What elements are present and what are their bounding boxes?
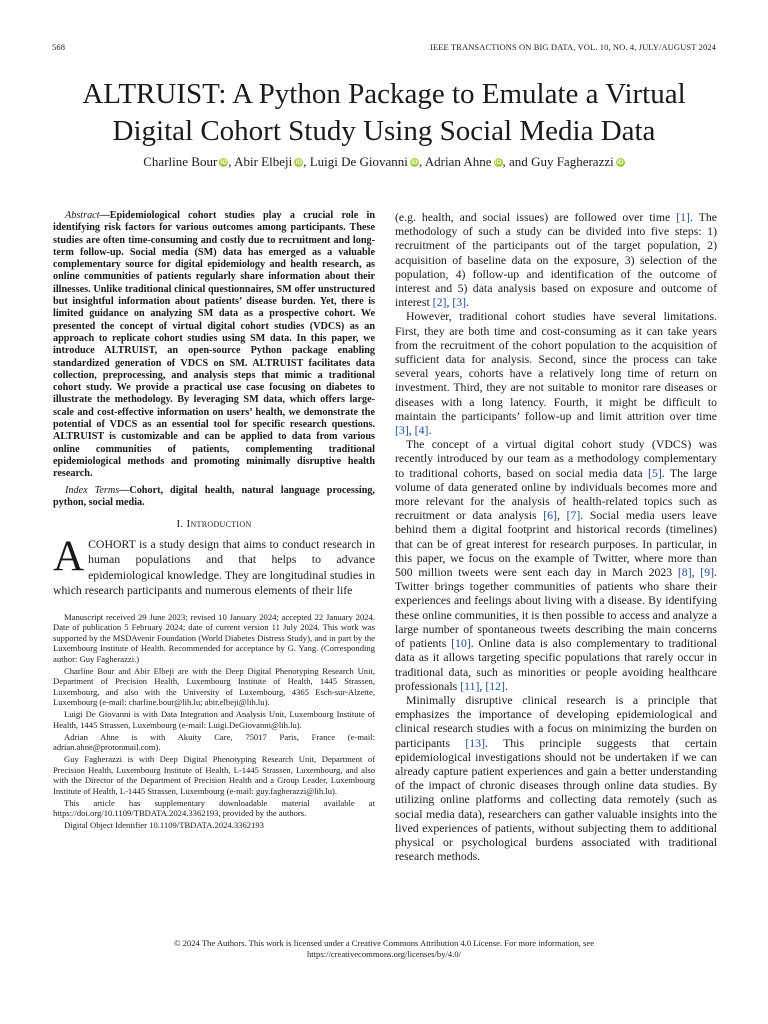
footnote: This article has supplementary downloadable material available at https://doi.org/10.1109/TBDATA.2024.3362193, provided by the authors. [53,797,375,819]
journal-header: IEEE TRANSACTIONS ON BIG DATA, VOL. 10, NO. 4, JULY/AUGUST 2024 [430,42,716,52]
body-paragraph: However, traditional cohort studies have several limitations. First, they are both time and cost-consuming as it can take years from the recruitment of the cohort population to the acquisition of sufficient data for analysis. Second, since the process can take several years, cohorts have a relatively long time of return on investment. Third, they are not suitable to monitor rare diseases or diseases with a long latency. Fourth, it might be difficult to maintain the participants’ follow-up and limit attrition over time [3], [4]. [395,309,717,438]
citation-link[interactable]: [12] [485,678,505,693]
intro-paragraph [53,533,375,598]
license-notice [40,938,728,960]
citation-link[interactable]: [8] [677,565,692,580]
left-column [53,210,375,832]
citation-link[interactable]: [10] [451,636,471,651]
orcid-icon[interactable]: iD [295,159,302,166]
body-text: (e.g. health, and social issues) are followed over time [395,210,677,224]
footnote: Adrian Ahne is with Akuity Care, 75017 Paris, France (e-mail: adrian.ahne@protonmail.com). [53,731,375,753]
body-text: . The large volume of data generated online by individuals becomes more and more relevant for the analysis of health-related topics such as recruitment or data analysis [395,465,717,523]
author-separator: , [418,154,425,169]
citation-link[interactable]: [3] [395,423,409,438]
page-number: 568 [52,42,66,52]
footnote: Charline Bour and Abir Elbeji are with the Deep Digital Phenotyping Research Unit, Department of Precision Health, Luxembourg Institute of Health, 1445 Strassen, Luxembourg, and also with the University of Luxembourg, 4365 Esch-sur-Alzette, Luxembourg (e-mail: charline.bour@lih.lu; abir.elbeji@lih.lu). [53,665,375,708]
footnote: Digital Object Identifier 10.1109/TBDATA.2024.3362193 [64,820,264,831]
citation-link[interactable]: [6] [543,508,557,523]
intro-text: COHORT is a study design that aims to conduct research in human populations and that helps to advance epidemiological knowledge. They are longitudinal studies in which research participants and numerous elements of their life [53,537,375,597]
author-separator: , [228,154,235,169]
body-paragraph: (e.g. health, and social issues) are followed over time [1]. The methodology of such a study can be divided into five steps: 1) recruitment of the participants out of the target population, 2) acquisition of baseline data on the exposure, 3) selection of the population, 4) follow-up and identification of the outcome of interest and 5) data analysis based on exposure and outcome of interest [2], [3]. [395,210,717,310]
title-line-2: Digital Cohort Study Using Social Media Data [112,115,656,147]
body-text: However, traditional cohort studies have several limitations. First, they are both time and cost-consuming as it can take years from the recruitment of the cohort population to the acquisition of sufficient data for analysis. Second, since the process can take several years, cohorts have a relatively long time of return on investment. Third, they are not suitable to monitor rare diseases or diseases with a long latency. Fourth, it might be difficult to maintain the participants’ follow-up and limit attrition over time [395,309,717,423]
footnote: Manuscript received 29 June 2023; revised 10 January 2024; accepted 22 January 2024. Date of publication 5 February 2024; date of current version 11 July 2024. This work was supported by the MSDAvenir Foundation (World Diabetes Distress Study), and in part by the Luxembourg Institute of Health. Recommended for acceptance by G. Yang. (Corresponding author: Guy Fagherazzi.) [53,611,375,664]
citation-link[interactable]: [1] [676,210,690,224]
abstract-label: Abstract [65,210,100,221]
footnote: Guy Fagherazzi is with Deep Digital Phenotyping Research Unit, Department of Precision Health, Luxembourg Institute of Health, L-1445 Strassen, Luxembourg, and also with the Director of the Department of Precision Health and a Group Leader, Luxembourg Institute of Health, L-1445 Strassen, Luxembourg (e-mail: guy.fagherazzi@lih.lu). [53,754,375,796]
author-name: Guy Fagherazzi [531,154,614,169]
orcid-icon[interactable]: iD [411,159,418,166]
author-name: Charline Bour [143,154,218,169]
section-title: Introduction [186,518,252,531]
abstract-text: —Epidemiological cohort studies play a crucial role in identifying risk factors for various outcomes among participants. These studies are often time-consuming and costly due to recruitment and long-term follow-up. Social media (SM) data has emerged as a valuable complementary source for digital epidemiology and health research, as online communities of patients regularly share information about their illnesses. Unlike traditional clinical questionnaires, SM offer unstructured but insightful information about patients’ disease burden. Yet, there is limited guidance on analyzing SM data as a prospective cohort. We presented the concept of virtual digital cohort studies (VDCS) as an approach to replicate cohort studies using SM data. In this paper, we introduce ALTRUIST, an open-source Python package enabling standardized generation of VDCS on SM. ALTRUIST facilitates data collection, preprocessing, and analysis steps that mimic a traditional cohort study. We provide a practical use case focusing on diabetes to illustrate the methodology. By leveraging SM data, which offers large-scale and cost-effective information on users’ health, we demonstrate the potential of VDCS as an essential tool for specific research questions. ALTRUIST is customizable and can be applied to data from various online communities of patients, complementing traditional epidemiological methods and promoting minimally disruptive health research. [53,210,375,480]
section-number: I. [176,518,184,531]
footnotes [53,612,375,831]
body-paragraph: The concept of a virtual digital cohort study (VDCS) was recently introduced by our team as a methodology complementary to traditional cohorts, based on social media data [5]. The large volume of data generated online by individuals becomes more and more relevant for the analysis of health-related topics such as recruitment or data analysis [6], [7]. Social media users leave behind them a digital footprint and historical records (timelines) that can be of great interest for research purposes. In particular, in this paper, we focus on the example of Twitter, where more than 500 million tweets were sent each day in March 2023 [8], [9]. Twitter brings together communities of patients who share their experiences and feelings about living with a disease. By identifying these online communities, it is then possible to access and analyze a large number of spontaneous tweets describing the main concerns of patients [10]. Online data is also complementary to traditional data as it allows targeting specific populations that rarely occur in traditional data, such as minorities or people avoiding healthcare professionals [11], [12]. [395,437,718,693]
license-line-1: © 2024 The Authors. This work is licensed under a Creative Commons Attribution 4.0 License. For more information, see [173,938,595,948]
orcid-icon[interactable]: iD [616,159,624,166]
citation-link[interactable]: [13] [465,735,486,750]
body-paragraph [395,693,717,863]
index-terms-label: Index Terms [65,484,120,496]
orcid-icon[interactable]: iD [494,159,502,166]
body-text: Minimally disruptive clinical research is a principle that emphasizes the importance of developing epidemiological and clinical research studies with a focus on minimizing the burden on participants [395,692,717,750]
paper-title [40,76,728,150]
drop-cap: A [53,533,85,581]
author-separator: , and [502,154,532,169]
citation-link[interactable]: [11] [460,678,480,693]
author-name: Adrian Ahne [424,154,492,169]
citation-link[interactable]: [3] [452,295,467,310]
body-text: . Twitter brings together communities of patients who share their experiences and feelings about living with a disease. By identifying these online communities, it is then possible to access and analyze a large number of spontaneous tweets describing the main concerns of patients [395,565,717,651]
citation-link[interactable]: [2] [432,295,447,310]
index-terms-text: —Cohort, digital health, natural language processing, python, social media. [53,484,376,508]
author-name: Abir Elbeji [234,154,293,169]
body-text: . The methodology of such a study can be divided into five steps: 1) recruitment of the participants out of the target population, 2) acquisition of baseline data on the exposure, 3) selection of the population, 4) follow-up and identification of the outcome of interest and 5) data analysis based on exposure and outcome of interest [395,210,717,310]
orcid-icon[interactable]: iD [220,159,228,166]
title-line-1: ALTRUIST: A Python Package to Emulate a Virtual [82,78,686,110]
body-text: . This principle suggests that certain epidemiological investigations should not be undertaken if we can already capture patient experiences and gain a better understanding of the impact of chronic diseases through online data studies. By utilizing online platforms and collecting data remotely (such as social media data), researchers can gather valuable insights into the lived experiences of patients, without subjecting them to additional physical or psychological burdens associated with traditional research methods. [395,735,717,864]
index-terms [53,485,375,510]
citation-link[interactable]: [7] [566,508,581,523]
citation-link[interactable]: [5] [648,465,662,480]
body-text: The concept of a virtual digital cohort study (VDCS) was recently introduced by our team as a methodology complementary to traditional cohorts, based on social media data [395,437,717,480]
body-text: . Online data is also complementary to traditional data as it allows targeting specific populations that rarely occur in traditional data, such as minorities or people avoiding healthcare professionals [395,636,717,693]
author-name: Luigi De Giovanni [309,154,408,169]
footnote: Luigi De Giovanni is with Data Integration and Analysis Unit, Luxembourg Institute of Health, 1445 Strassen, Luxembourg (e-mail: Luigi.DeGiovanni@lih.lu). [53,709,375,730]
abstract [53,210,375,481]
section-heading [53,518,375,530]
license-url[interactable]: https://creativecommons.org/licenses/by/4.0/ [306,949,462,959]
author-list [40,154,728,170]
citation-link[interactable]: [9] [700,565,715,580]
body-text: . Social media users leave behind them a digital footprint and historical records (timelines) that can be of great interest for research purposes. In particular, in this paper, we focus on the example of Twitter, where more than 500 million tweets were sent each day in March 2023 [395,508,718,580]
citation-link[interactable]: [4] [414,423,429,438]
author-separator: , [303,154,310,169]
right-column [395,210,717,863]
